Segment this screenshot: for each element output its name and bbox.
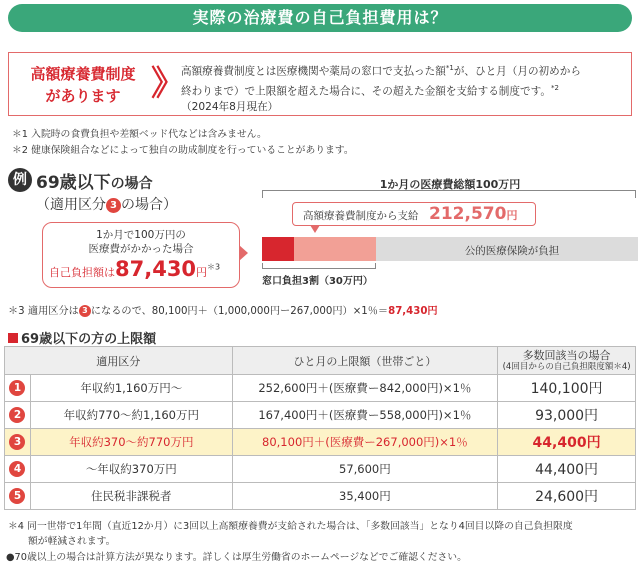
row-number: [5, 483, 31, 510]
footnote-5: ●70歳以上の場合は計算方法が異なります。詳しくは厚生労働省のホームページなどでご確認ください。: [6, 552, 467, 563]
kubun-number-badge: 3: [106, 198, 121, 213]
desc-sup2: *2: [550, 83, 559, 92]
row-formula: 167,400円＋(医療費ー558,000円)×1％: [232, 402, 498, 429]
row-kubun: 住民税非課税者: [30, 483, 232, 510]
bubble-label: 自己負担額は: [49, 266, 115, 279]
subsidy-label: 高額療養費制度から支給: [303, 210, 419, 222]
example-age-suffix: の場合: [110, 176, 153, 192]
row-number-badge: 5: [9, 488, 25, 504]
row-multi: 44,400円: [498, 429, 636, 456]
row-number-badge: 4: [9, 461, 25, 477]
footnote-2: ＊2 健康保険組合などによって独自の助成制度を行っていることがあります。: [12, 145, 354, 156]
table-header-row: [5, 347, 636, 375]
row-multi: 93,000円: [498, 402, 636, 429]
row-number: [5, 456, 31, 483]
example-badge: 例: [8, 168, 32, 192]
kubun-pre: （適用区分: [36, 197, 106, 213]
bubble-sup: ＊3: [207, 262, 221, 272]
row-number: [5, 429, 31, 456]
copay-label: 窓口負担3割（30万円）: [262, 276, 373, 287]
bubble-line2: 医療費がかかった場合: [88, 243, 194, 255]
double-chevron-right-icon: 》: [151, 64, 179, 104]
section-title-text: 69歳以下の方の上限額: [21, 332, 157, 347]
footnote-1: ＊1 入院時の食費負担や差額ベッド代などは含みません。: [12, 129, 267, 140]
note3-pre: ＊3 適用区分は: [8, 306, 79, 317]
selfpay-bubble: [42, 222, 240, 288]
row-kubun: 年収約770〜約1,160万円: [30, 402, 232, 429]
row-kubun: 年収約1,160万円〜: [30, 375, 232, 402]
desc-sup1: *1: [445, 64, 454, 72]
system-description: [181, 60, 627, 115]
row-formula: 35,400円: [232, 483, 498, 510]
row-number: [5, 375, 31, 402]
subsidy-amount: 212,570: [429, 204, 507, 224]
header-multi: [498, 347, 636, 375]
system-label-line2: があります: [45, 87, 121, 105]
system-info-box: [8, 52, 632, 116]
row-formula: 57,600円: [232, 456, 498, 483]
bubble-amount: 87,430: [115, 257, 197, 281]
table-row: [5, 483, 636, 510]
bar-subsidy: [294, 237, 376, 261]
copay-bracket: [262, 263, 376, 269]
note3-mid: になるので、80,100円＋（1,000,000円ー267,000円）×1％＝: [90, 306, 389, 317]
header-kubun: 適用区分: [5, 347, 233, 375]
example-kubun: [36, 194, 177, 214]
table-row: [5, 375, 636, 402]
row-multi: 24,600円: [498, 483, 636, 510]
row-number-badge: 2: [9, 407, 25, 423]
example-age: [36, 168, 153, 193]
row-number-badge: 3: [9, 434, 25, 450]
row-multi: 140,100円: [498, 375, 636, 402]
header-multi-sub: (4回目からの自己負担限度額＊4): [502, 362, 631, 372]
example-age-value: 69歳以下: [36, 173, 111, 193]
footnote-4-line1: ＊4 同一世帯で1年間（直近12か月）に3回以上高額療養費が支給された場合は、「多数回該当」となり4回目以降の自己負担限度: [8, 521, 573, 532]
table-row: [5, 456, 636, 483]
desc-line1b: が、ひと月（月の初めから: [453, 65, 581, 78]
table-row: [5, 429, 636, 456]
note3-number-badge: 3: [79, 305, 91, 317]
section-title: [8, 328, 156, 347]
footnote-3: [8, 302, 438, 317]
limit-table: [4, 346, 636, 510]
system-label-line1: 高額療養費制度: [30, 65, 136, 83]
subsidy-amount-wrap: [429, 204, 517, 224]
bubble-yen: 円: [196, 266, 208, 279]
header-formula: ひと月の上限額（世帯ごと）: [232, 347, 498, 375]
row-kubun: 〜年収約370万円: [30, 456, 232, 483]
page-banner: 実際の治療費の自己負担費用は？: [8, 4, 632, 32]
row-kubun: 年収約370〜約770万円: [30, 429, 232, 456]
bar-self-pay: [262, 237, 294, 261]
system-label: [21, 63, 145, 107]
row-formula: 80,100円＋(医療費ー267,000円)×1％: [232, 429, 498, 456]
bubble-amount-line: [49, 257, 220, 281]
row-number: [5, 402, 31, 429]
total-cost-label: 1か月の医療費総額100万円: [379, 178, 521, 191]
table-row: [5, 402, 636, 429]
subsidy-pointer: [310, 225, 320, 233]
public-insurance-label: 公的医療保険が負担: [464, 245, 560, 257]
row-multi: 44,400円: [498, 456, 636, 483]
subsidy-yen: 円: [506, 209, 518, 222]
desc-line1: 高額療養費制度とは医療機関や薬局の窓口で支払った額: [181, 65, 446, 78]
total-bracket: [262, 190, 636, 198]
desc-line2: 終わりまで）で上限額を超えた場合に、その超えた金額を支給する制度です。: [181, 85, 551, 98]
subsidy-box: [292, 202, 536, 226]
header-multi-main: 多数回該当の場合: [522, 349, 611, 362]
bubble-line1: 1か月で100万円の: [96, 229, 186, 241]
section-square-icon: [8, 333, 18, 343]
row-formula: 252,600円＋(医療費ー842,000円)×1％: [232, 375, 498, 402]
desc-line3: （2024年8月現在）: [181, 101, 279, 114]
footnote-4-line2: 額が軽減されます。: [28, 536, 116, 547]
row-number-badge: 1: [9, 380, 25, 396]
kubun-post: の場合）: [121, 197, 177, 213]
note3-result: 87,430円: [388, 306, 438, 317]
